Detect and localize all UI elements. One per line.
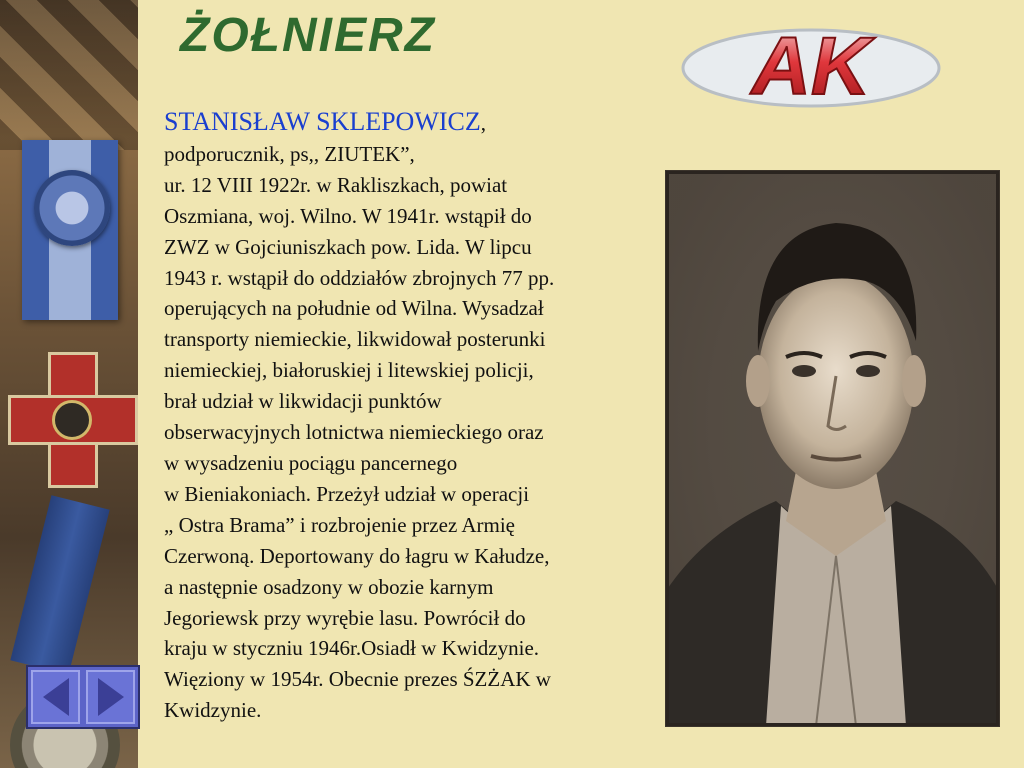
bio-line: w wysadzeniu pociągu pancernego <box>164 450 458 475</box>
bio-line: ur. 12 VIII 1922r. w Rakliszkach, powiat <box>164 172 508 197</box>
bio-line: podporucznik, ps,, ZIUTEK”, <box>164 141 415 166</box>
bio-line: Czerwoną. Deportowany do łagru w Kałudze, <box>164 543 550 568</box>
bio-line: a następnie osadzony w obozie karnym <box>164 574 494 599</box>
portrait-illustration <box>666 171 999 726</box>
lower-ribbon <box>10 495 109 674</box>
bio-line: „ Ostra Brama” i rozbrojenie przez Armię <box>164 512 516 537</box>
medal-cross-center <box>52 400 92 440</box>
page-title: ŻOŁNIERZ <box>180 9 436 62</box>
decorative-medal-strip <box>0 0 138 768</box>
biography-text <box>164 106 654 726</box>
checkered-background <box>0 0 138 150</box>
ak-logo-text: AK <box>751 21 871 110</box>
bio-line: obserwacyjnych lotnictwa niemieckiego oraz <box>164 420 544 445</box>
bio-line: w Bieniakoniach. Przeżył udział w operacji <box>164 481 530 506</box>
soldier-name: STANISŁAW SKLEPOWICZ <box>164 107 481 136</box>
bio-line: Kwidzynie. <box>164 698 262 723</box>
bio-line: operujących na południe od Wilna. Wysadzał <box>164 296 544 321</box>
bio-line: kraju w styczniu 1946r.Osiadł w Kwidzynie. <box>164 636 540 661</box>
name-suffix: , <box>480 111 486 135</box>
bio-line: ZWZ w Gojciuniszkach pow. Lida. W lipcu <box>164 234 532 259</box>
ak-logo <box>680 14 942 110</box>
bio-line: 1943 r. wstąpił do oddziałów zbrojnych 77 pp. <box>164 265 555 290</box>
previous-slide-button[interactable] <box>31 670 80 724</box>
ribbon-rosette <box>34 170 110 246</box>
slide-navigation <box>26 665 140 729</box>
triangle-right-icon <box>98 678 124 716</box>
bio-line: transporty niemieckie, likwidował posterunki <box>164 327 546 352</box>
bio-line: Jegoriewsk przy wyrębie lasu. Powrócił do <box>164 605 526 630</box>
triangle-left-icon <box>43 678 69 716</box>
bio-line: brał udział w likwidacji punktów <box>164 389 442 414</box>
bio-line: Więziony w 1954r. Obecnie prezes ŚZŻAK w <box>164 667 551 692</box>
bio-line: niemieckiej, białoruskiej i litewskiej policji, <box>164 358 534 383</box>
next-slide-button[interactable] <box>86 670 135 724</box>
bio-line: Oszmiana, woj. Wilno. W 1941r. wstąpił do <box>164 203 532 228</box>
portrait-photo <box>666 171 999 726</box>
